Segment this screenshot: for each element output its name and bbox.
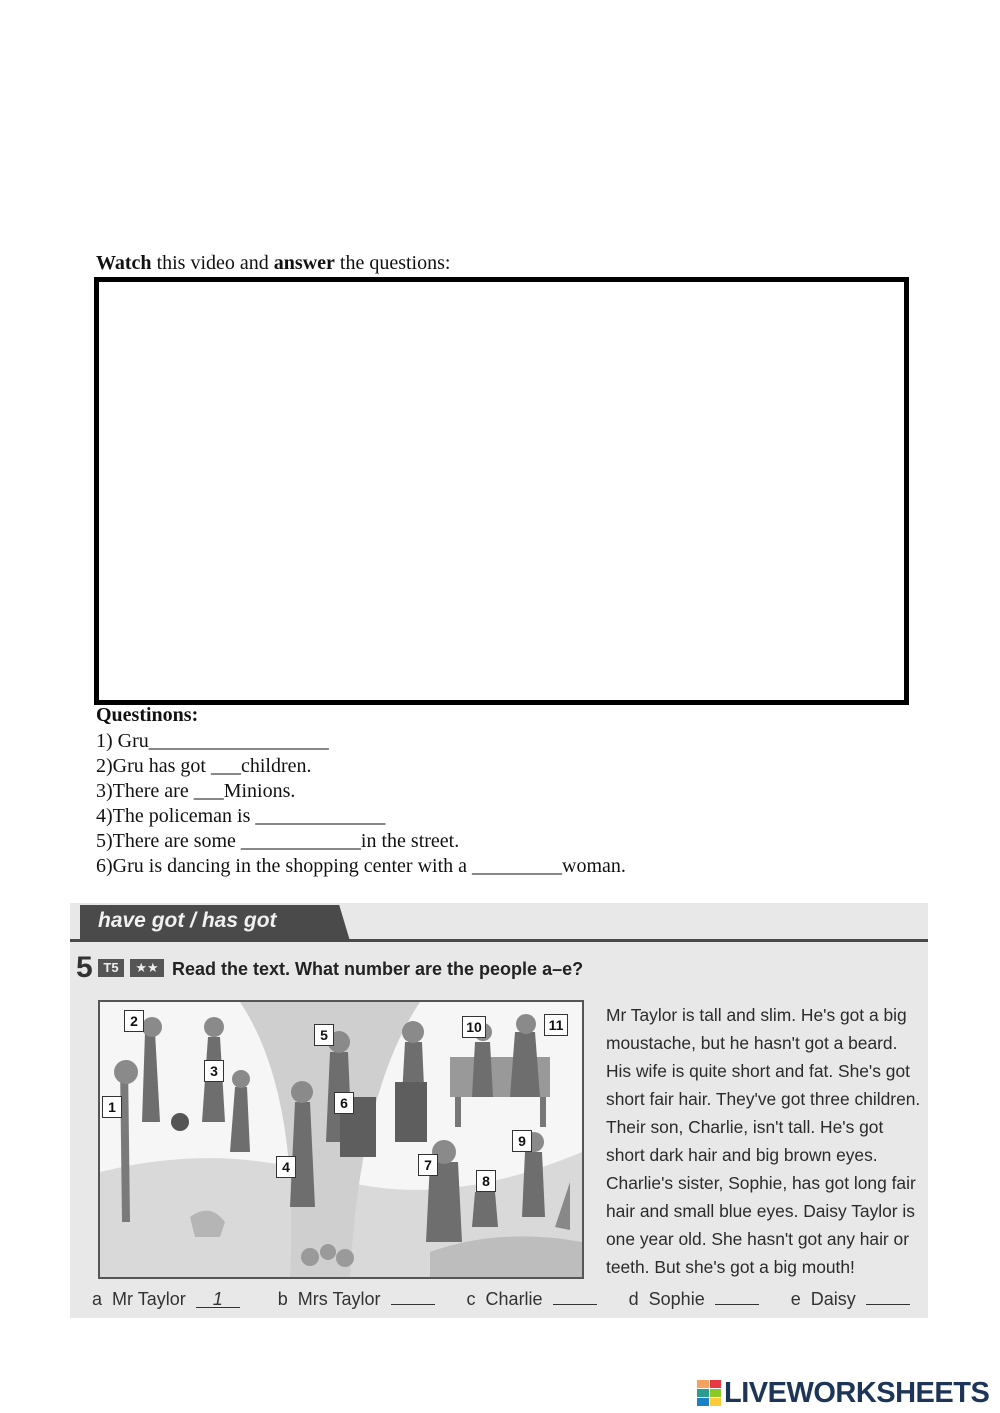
label-10-text: 10	[462, 1016, 486, 1038]
label-11-text: 11	[544, 1014, 568, 1036]
answer-c-name: Charlie	[485, 1289, 543, 1309]
label-7-text: 7	[418, 1154, 438, 1176]
label-11	[544, 1014, 568, 1036]
label-4	[276, 1156, 296, 1178]
answer-row	[92, 1286, 910, 1310]
answer-a-letter: a	[92, 1289, 103, 1309]
section-banner-title: have got / has got	[98, 909, 277, 932]
question-2: 2)Gru has got ___children.	[96, 755, 312, 777]
label-10	[462, 1016, 486, 1038]
difficulty-stars-icon: ★★	[130, 959, 164, 977]
label-3	[204, 1060, 224, 1082]
label-9-text: 9	[512, 1130, 532, 1152]
questions-heading: Questinons:	[96, 704, 199, 726]
intro-answer: answer	[273, 252, 335, 274]
liveworksheets-logo	[697, 1378, 989, 1408]
answer-d-letter: d	[628, 1289, 639, 1309]
label-7	[418, 1154, 438, 1176]
label-8-text: 8	[476, 1170, 496, 1192]
answer-b-letter: b	[277, 1289, 288, 1309]
label-9	[512, 1130, 532, 1152]
logo-text: LIVEWORKSHEETS	[724, 1376, 990, 1409]
intro-watch: Watch	[96, 252, 152, 274]
question-5: 5)There are some ____________in the street.	[96, 830, 460, 852]
answer-a-name: Mr Taylor	[112, 1289, 186, 1309]
intro-end: the questions:	[334, 252, 451, 274]
park-scene-illustration	[98, 1000, 584, 1279]
answer-e-letter: e	[790, 1289, 801, 1309]
park-scene-svg	[100, 1002, 582, 1277]
exercise-instruction: Read the text. What number are the people a–e?	[172, 959, 584, 979]
answer-d	[629, 1286, 759, 1310]
worksheet-scan	[70, 903, 928, 1318]
label-3-text: 3	[204, 1060, 224, 1082]
intro-mid: this video and	[151, 252, 274, 274]
label-6	[334, 1092, 354, 1114]
answer-a-input[interactable]: 1	[196, 1289, 240, 1308]
label-1-text: 1	[102, 1096, 122, 1118]
answer-d-input[interactable]	[715, 1286, 759, 1305]
label-8	[476, 1170, 496, 1192]
question-6: 6)Gru is dancing in the shopping center with a _________woman.	[96, 855, 626, 877]
answer-e	[791, 1286, 910, 1310]
answer-b	[278, 1286, 435, 1310]
answer-e-name: Daisy	[810, 1289, 856, 1309]
answer-b-input[interactable]	[391, 1286, 435, 1305]
label-2-text: 2	[124, 1010, 144, 1032]
logo-blocks-icon	[697, 1380, 721, 1406]
exercise-number: 5	[76, 951, 93, 984]
answer-a	[92, 1289, 240, 1310]
label-5-text: 5	[314, 1024, 334, 1046]
reading-passage: Mr Taylor is tall and slim. He's got a big moustache, but he hasn't got a beard. His wife is quite short and fat. She's got short fair hair. They've got three children. Their son, Charlie, isn't tall. He's got short dark hair and big brown eyes. Charlie's sister, Sophie, has got long fair hair and small blue eyes. Daisy Taylor is one year old. She hasn't got any hair or teeth. But she's got a big mouth!	[606, 1005, 921, 1277]
answer-d-name: Sophie	[648, 1289, 705, 1309]
question-3: 3)There are ___Minions.	[96, 780, 296, 802]
question-4: 4)The policeman is _____________	[96, 805, 386, 827]
answer-c	[467, 1286, 597, 1310]
label-1	[102, 1096, 122, 1118]
video-embed-frame[interactable]	[94, 277, 909, 705]
label-2	[124, 1010, 144, 1032]
answer-c-input[interactable]	[553, 1286, 597, 1305]
instructions-line	[96, 252, 450, 275]
answer-b-name: Mrs Taylor	[297, 1289, 381, 1309]
answer-e-input[interactable]	[866, 1286, 910, 1305]
label-4-text: 4	[276, 1156, 296, 1178]
questions-list	[96, 729, 626, 879]
label-5	[314, 1024, 334, 1046]
label-6-text: 6	[334, 1092, 354, 1114]
track-badge: T5	[98, 959, 124, 977]
answer-c-letter: c	[466, 1289, 476, 1309]
question-1: 1) Gru__________________	[96, 730, 329, 752]
